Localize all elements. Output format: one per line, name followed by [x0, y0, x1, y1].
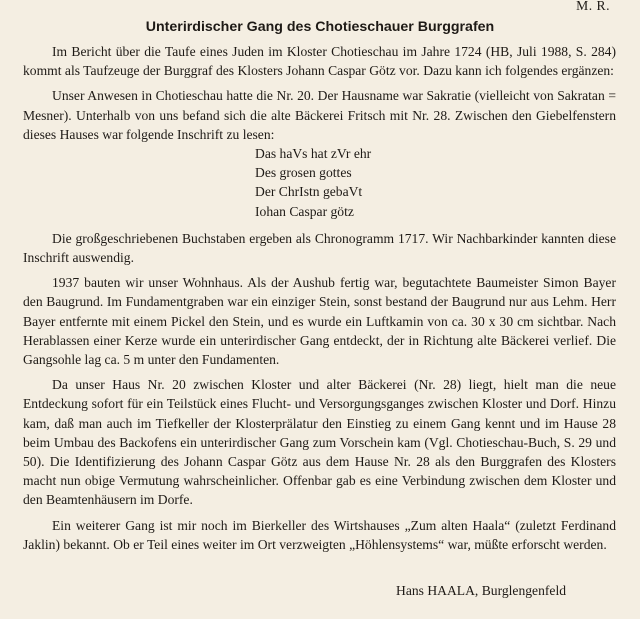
- author-signature: Hans HAALA, Burglengenfeld: [396, 583, 567, 598]
- inscription-line: Das haVs hat zVr ehr: [255, 146, 372, 162]
- author-initials: M. R.: [576, 0, 610, 13]
- paragraph-tunnel-theory: Da unser Haus Nr. 20 zwischen Kloster und alter Bäckerei (Nr. 28) liegt, hielt man die neue Entdeckung sofort für ein Teilstück eines Flucht- und Versorgungsganges zwischen Kloster und Dorf. Hinzu kam, daß man auch im Tiefkeller der Klosterprälatur den Einstieg zu einem Gang kennt und im Hause 28 beim Umbau des Backofens ein unterirdischer Gang zum Vorschein kam (Vgl. Chotieschau-Buch, S. 29 und 50). Die Identifizierung des Johann Caspar Götz aus dem Hause Nr. 28 als den Burggrafen des Klosters macht nun obige Vermutung wahrscheinlicher. Offenbar gab es eine Verbindung zwischen dem Kloster und den Beamtenhäusern im Dorfe.: [23, 377, 616, 508]
- paragraph-intro: Im Bericht über die Taufe eines Juden im Kloster Chotieschau im Jahre 1724 (HB, Juli 1988, S. 284) kommt als Taufzeuge der Burggraf des Klosters Johann Caspar Götz vor. Dazu kann ich folgendes ergänzen:: [23, 44, 616, 79]
- paragraph-discovery: 1937 bauten wir unser Wohnhaus. Als der Aushub fertig war, begutachtete Baumeister Simon Bayer den Baugrund. Im Fundamentgraben war ein einziger Stein, sonst bestand der Baugrund nur aus Lehm. Herr Bayer entfernte mit einem Pickel den Stein, und es wurde ein Luftkamin von ca. 30 x 30 cm sichtbar. Nach Herablassen einer Kerze wurde ein unterirdischer Gang entdeckt, der in Richtung alte Bäckerei verlief. Die Gangsohle lag ca. 5 m unter den Fundamenten.: [23, 275, 616, 368]
- paragraph-beer-cellar: Ein weiterer Gang ist mir noch im Bierkeller des Wirtshauses „Zum alten Haala“ (zuletzt Ferdinand Jaklin) bekannt. Ob er Teil eines weiter im Ort verzweigten „Höhlensystems“ war, müßte erforscht werden.: [23, 517, 616, 552]
- inscription-line: Des grosen gottes: [255, 165, 352, 181]
- article-body: [23, 42, 616, 554]
- inscription-line: Iohan Caspar götz: [255, 203, 354, 219]
- paragraph-house: Unser Anwesen in Chotieschau hatte die Nr. 20. Der Hausname war Sakratie (vielleicht von Sakratan = Mesner). Unterhalb von uns befand sich die alte Bäckerei Fritsch mit Nr. 28. Zwischen den Giebelfenstern dieses Hauses war folgende Inschrift zu lesen:: [23, 88, 616, 142]
- inscription-line: Der ChrIstn gebaVt: [255, 184, 363, 200]
- article-title: Unterirdischer Gang des Chotieschauer Burggrafen: [145, 19, 495, 35]
- paragraph-chronogram: Die großgeschriebenen Buchstaben ergeben als Chronogramm 1717. Wir Nachbarkinder kannten diese Inschrift auswendig.: [23, 230, 616, 266]
- inscription-verse: [255, 144, 616, 221]
